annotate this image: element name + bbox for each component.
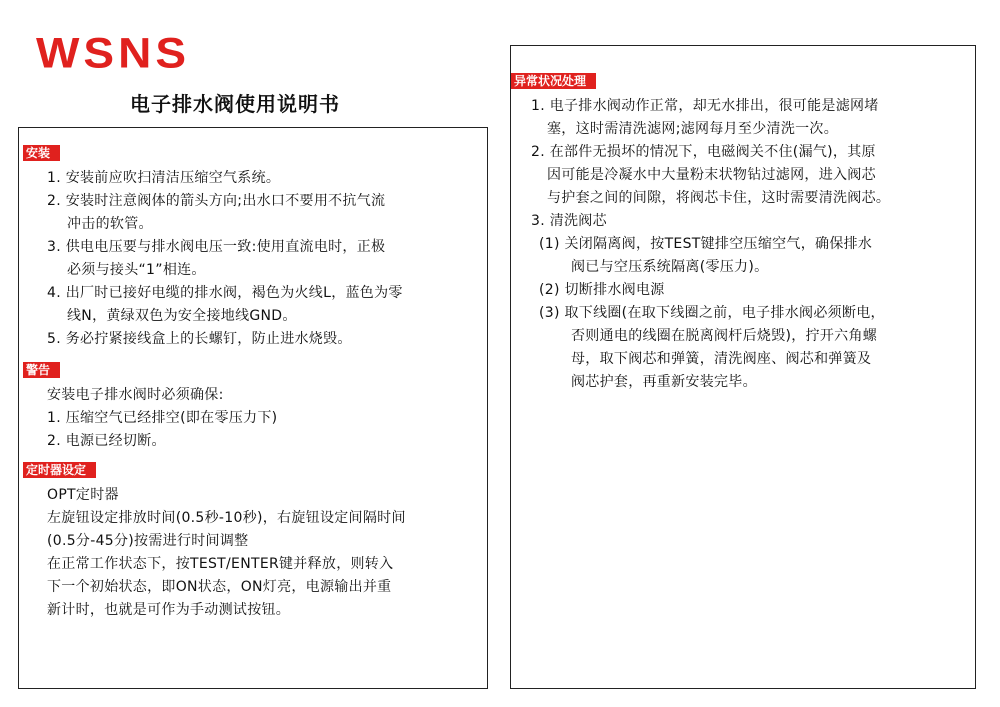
warning-line: 1. 压缩空气已经排空(即在零压力下)	[47, 410, 278, 426]
abnormal-line: (2) 切断排水阀电源	[539, 282, 665, 298]
right-panel	[510, 45, 976, 689]
install-line: 3. 供电电压要与排水阀电压一致:使用直流电时，正极	[47, 239, 386, 255]
abnormal-line: 2. 在部件无损坏的情况下，电磁阀关不住(漏气)，其原	[531, 144, 876, 160]
abnormal-line: 3. 清洗阀芯	[531, 213, 607, 229]
timer-line: (0.5分-45分)按需进行时间调整	[47, 533, 249, 549]
install-line: 1. 安装前应吹扫清洁压缩空气系统。	[47, 170, 281, 186]
wsns-logo: WSNS	[36, 29, 190, 77]
warning-line: 2. 电源已经切断。	[47, 433, 166, 449]
timer-line: 在正常工作状态下，按TEST/ENTER键并释放，则转入	[47, 556, 394, 572]
abnormal-line: (3) 取下线圈(在取下线圈之前，电子排水阀必须断电，	[539, 305, 885, 321]
document-title: 电子排水阀使用说明书	[130, 92, 340, 116]
install-line: 2. 安装时注意阀体的箭头方向;出水口不要用不抗气流	[47, 193, 386, 209]
timer-section-tag: 定时器设定	[23, 462, 96, 478]
timer-line: OPT定时器	[47, 487, 119, 503]
timer-line: 左旋钮设定排放时间(0.5秒-10秒)，右旋钮设定间隔时间	[47, 510, 406, 526]
install-line: 5. 务必拧紧接线盒上的长螺钉，防止进水烧毁。	[47, 331, 352, 347]
abnormal-line: (1) 关闭隔离阀，按TEST键排空压缩空气，确保排水	[539, 236, 873, 252]
abnormal-line: 阀芯护套，再重新安装完毕。	[571, 374, 757, 390]
left-panel	[18, 127, 488, 689]
install-line: 线N，黄绿双色为安全接地线GND。	[67, 308, 297, 324]
abnormal-line: 1. 电子排水阀动作正常，却无水排出，很可能是滤网堵	[531, 98, 879, 114]
abnormal-line: 与护套之间的间隙，将阀芯卡住，这时需要清洗阀芯。	[547, 190, 891, 206]
warning-line: 安装电子排水阀时必须确保:	[47, 387, 224, 403]
abnormal-line: 塞，这时需清洗滤网;滤网每月至少清洗一次。	[547, 121, 839, 137]
timer-section	[23, 459, 483, 622]
timer-line: 下一个初始状态，即ON状态，ON灯亮，电源输出并重	[47, 579, 392, 595]
timer-line: 新计时，也就是可作为手动测试按钮。	[47, 602, 291, 618]
warning-section	[23, 359, 483, 453]
abnormal-line: 因可能是冷凝水中大量粉末状物钻过滤网，进入阀芯	[547, 167, 876, 183]
install-line: 冲击的软管。	[67, 216, 153, 232]
abnormal-line: 阀已与空压系统隔离(零压力)。	[571, 259, 769, 275]
install-section-tag: 安装	[23, 145, 60, 161]
abnormal-line: 母，取下阀芯和弹簧，清洗阀座、阀芯和弹簧及	[571, 351, 872, 367]
install-line: 必须与接头“1”相连。	[67, 262, 206, 278]
abnormal-section-tag: 异常状况处理	[511, 73, 596, 89]
install-line: 4. 出厂时已接好电缆的排水阀，褐色为火线L，蓝色为零	[47, 285, 403, 301]
abnormal-section	[511, 70, 975, 394]
warning-section-tag: 警告	[23, 362, 60, 378]
install-section	[23, 142, 483, 351]
abnormal-line: 否则通电的线圈在脱离阀杆后烧毁)，拧开六角螺	[571, 328, 878, 344]
